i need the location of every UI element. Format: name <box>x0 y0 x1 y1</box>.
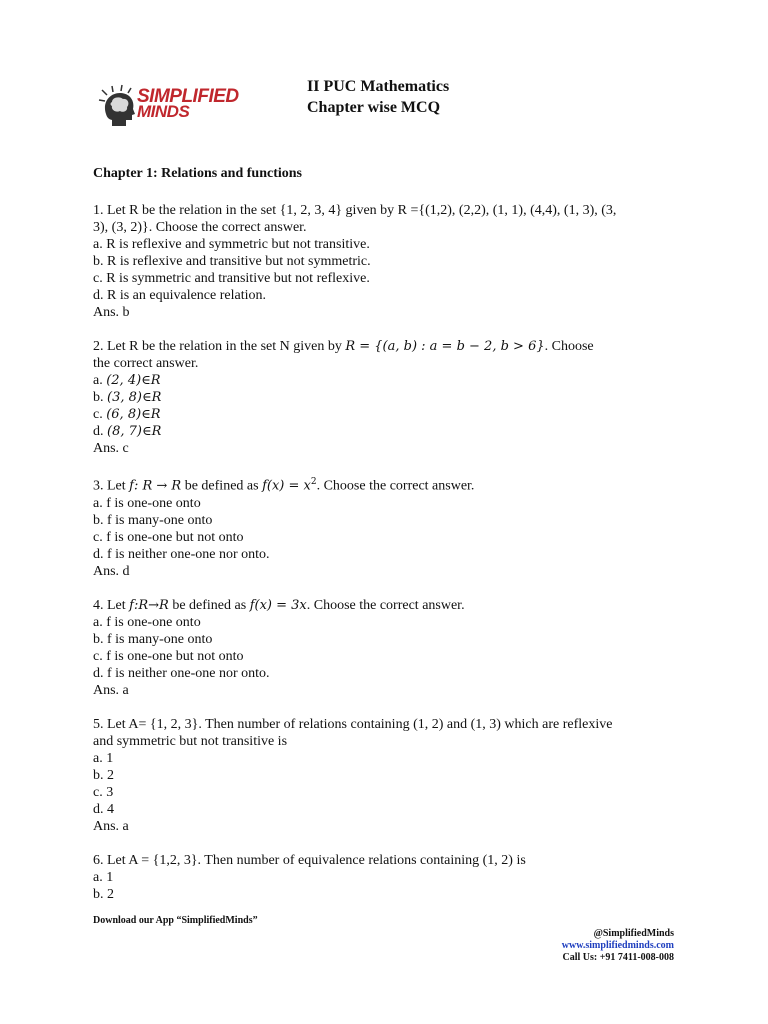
answer: Ans. d <box>93 563 130 579</box>
option-a: a. f is one-one onto <box>93 495 201 511</box>
stem-text: 2. Let R be the relation in the set N given by <box>93 339 346 354</box>
option-d: d. 4 <box>93 801 114 817</box>
option-a: a. R is reflexive and symmetric but not transitive. <box>93 237 370 252</box>
option-b: b. 2 <box>93 886 114 902</box>
option-b: b. f is many-one onto <box>93 631 213 647</box>
question-5 <box>93 716 673 835</box>
option-label: d. <box>93 424 107 439</box>
stem-text: 3. Let <box>93 478 130 494</box>
option-d: d. f is neither one-one nor onto. <box>93 665 270 681</box>
option-math: (8, 7)∈R <box>107 424 162 439</box>
option-c <box>93 406 673 423</box>
option-math: (3, 8)∈R <box>107 390 162 405</box>
option-d: d. f is neither one-one nor onto. <box>93 546 270 562</box>
question-stem-line: the correct answer. <box>93 356 199 371</box>
question-list <box>93 202 673 920</box>
question-stem-line <box>93 597 673 614</box>
option-c: c. R is symmetric and transitive but not reflexive. <box>93 271 370 286</box>
option-c: c. 3 <box>93 784 114 800</box>
download-app-note: Download our App “SimplifiedMinds” <box>93 915 258 926</box>
option-b: b. R is reflexive and transitive but not symmetric. <box>93 254 371 269</box>
answer: Ans. b <box>93 305 130 320</box>
phone-number: Call Us: +91 7411-008-008 <box>562 952 674 963</box>
title-line-2: Chapter wise MCQ <box>307 99 441 116</box>
question-stem-line <box>93 338 673 355</box>
stem-text: . Choose <box>544 339 594 354</box>
stem-text: be defined as <box>181 478 263 494</box>
stem-math: f: R → R <box>129 478 182 494</box>
website-link[interactable]: www.simplifiedminds.com <box>561 940 674 951</box>
option-label: a. <box>93 373 107 388</box>
title-line-1: II PUC Mathematics <box>307 78 450 95</box>
question-3 <box>93 474 673 580</box>
option-b: b. 2 <box>93 767 114 783</box>
option-a: a. f is one-one onto <box>93 614 201 630</box>
question-stem-line: 6. Let A = {1,2, 3}. Then number of equivalence relations containing (1, 2) is <box>93 852 526 868</box>
question-stem-line: 1. Let R be the relation in the set {1, 2, 3, 4} given by R ={(1,2), (2,2), (1, 1), (4,4), (1, 3), (3, <box>93 203 617 218</box>
answer: Ans. a <box>93 818 129 834</box>
logo-wordmark <box>137 86 239 121</box>
option-c: c. f is one-one but not onto <box>93 529 244 545</box>
question-stem-line <box>93 474 673 495</box>
option-d <box>93 423 673 440</box>
question-6 <box>93 852 673 903</box>
question-stem-line: 3), (3, 2)}. Choose the correct answer. <box>93 220 307 235</box>
logo-line-1: SIMPLIFIED <box>137 86 239 107</box>
option-a: a. 1 <box>93 869 114 885</box>
stem-text: 4. Let <box>93 597 130 613</box>
question-stem-line: and symmetric but not transitive is <box>93 733 288 749</box>
option-b: b. f is many-one onto <box>93 512 213 528</box>
contact-block <box>562 928 674 964</box>
logo-line-2: MINDS <box>137 102 190 121</box>
stem-text: . Choose the correct answer. <box>316 478 475 494</box>
option-d: d. R is an equivalence relation. <box>93 288 266 303</box>
option-a: a. 1 <box>93 750 114 766</box>
stem-superscript: 2 <box>310 477 317 487</box>
stem-math: f:R→R <box>129 597 169 613</box>
stem-math: R = {(a, b) : a = b − 2, b > 6} <box>345 339 545 354</box>
head-brain-icon <box>98 84 142 128</box>
option-c: c. f is one-one but not onto <box>93 648 244 664</box>
option-math: (6, 8)∈R <box>106 407 161 422</box>
option-b <box>93 389 673 406</box>
question-stem-line: 5. Let A= {1, 2, 3}. Then number of relations containing (1, 2) and (1, 3) which are reflexive <box>93 716 613 732</box>
question-2 <box>93 338 673 457</box>
stem-text: . Choose the correct answer. <box>306 597 465 613</box>
stem-text: be defined as <box>168 597 250 613</box>
question-1 <box>93 202 673 321</box>
answer: Ans. a <box>93 682 129 698</box>
document-title <box>307 76 449 118</box>
option-math: (2, 4)∈R <box>106 373 161 388</box>
stem-math: f(x) = 3x <box>249 597 307 613</box>
option-a <box>93 372 673 389</box>
option-label: b. <box>93 390 107 405</box>
option-label: c. <box>93 407 107 422</box>
chapter-heading: Chapter 1: Relations and functions <box>93 166 302 181</box>
answer: Ans. c <box>93 441 129 456</box>
stem-math: f(x) = x <box>262 478 311 494</box>
social-handle: @SimplifiedMinds <box>593 928 674 939</box>
question-4 <box>93 597 673 699</box>
